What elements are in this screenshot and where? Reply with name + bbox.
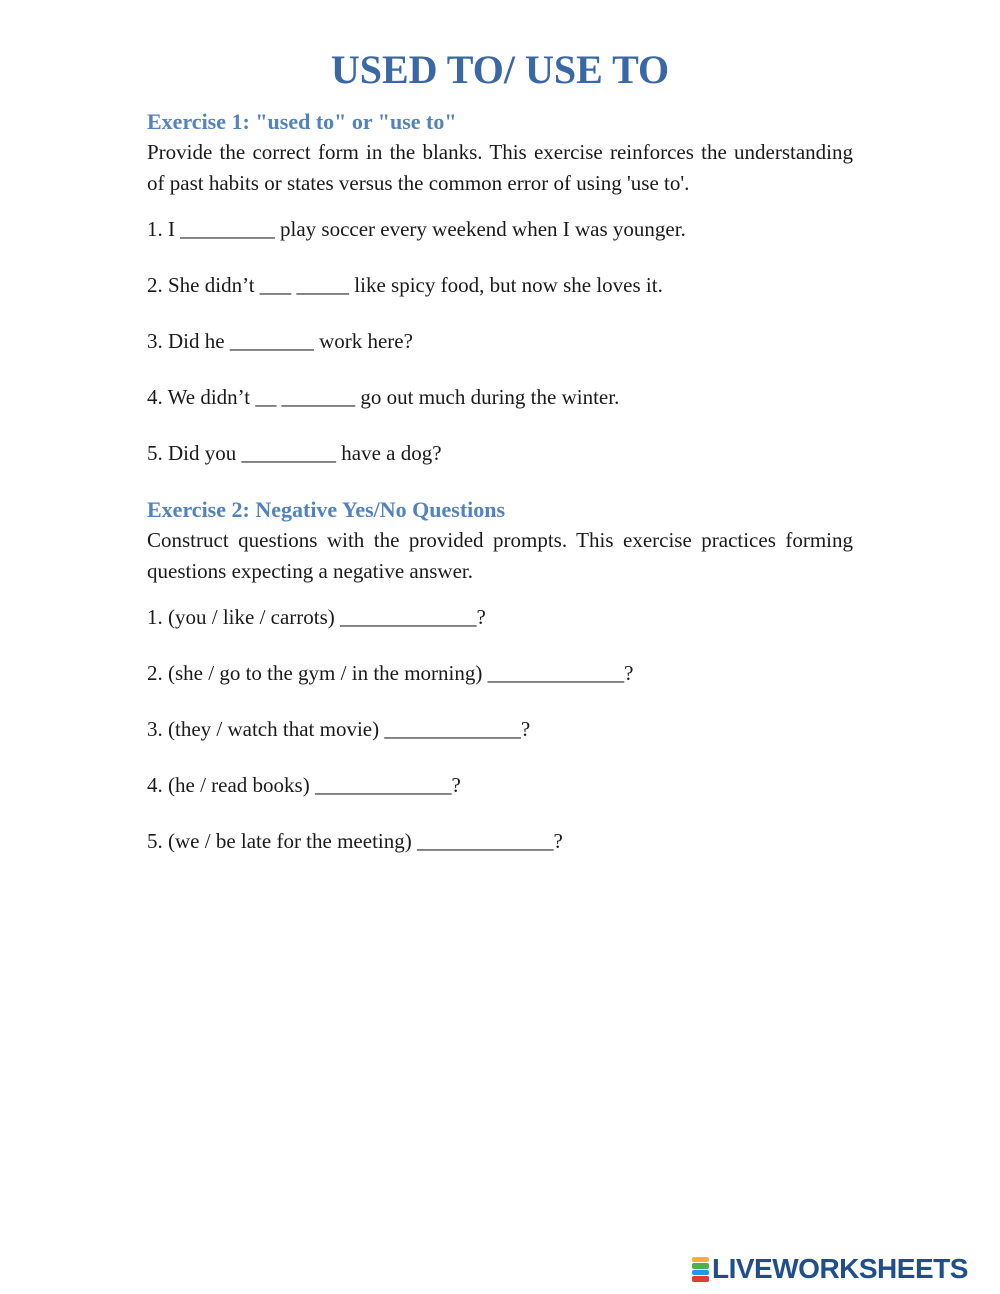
exercise-2-item-2[interactable]: 2. (she / go to the gym / in the morning) _____________? [147,661,634,685]
exercise-2-item-4[interactable]: 4. (he / read books) _____________? [147,773,461,797]
exercise-2-item-1[interactable]: 1. (you / like / carrots) _____________? [147,605,486,629]
exercise-1-item-5[interactable]: 5. Did you _________ have a dog? [147,441,442,465]
exercise-2-heading: Exercise 2: Negative Yes/No Questions [147,497,506,522]
brand-name: LIVEWORKSHEETS [712,1253,968,1284]
liveworksheets-logo [692,1254,968,1284]
logo-block-v [692,1270,709,1276]
logo-block-i [692,1263,709,1269]
exercise-1-item-1[interactable]: 1. I _________ play soccer every weekend when I was younger. [147,217,686,241]
exercise-1-item-2[interactable]: 2. She didn’t ___ _____ like spicy food, but now she loves it. [147,273,663,297]
logo-block-e [692,1276,709,1282]
exercise-2-description: Construct questions with the provided prompts. This exercise practices forming questions expecting a negative answer. [147,528,853,583]
exercise-2-item-3[interactable]: 3. (they / watch that movie) _____________? [147,717,531,741]
exercise-1-description: Provide the correct form in the blanks. This exercise reinforces the understanding of past habits or states versus the common error of using 'use to'. [147,140,853,195]
exercise-2-item-5[interactable]: 5. (we / be late for the meeting) _____________? [147,829,563,853]
exercise-1 [147,107,853,467]
liveworksheets-icon [692,1257,709,1282]
exercise-1-item-3[interactable]: 3. Did he ________ work here? [147,329,413,353]
exercise-1-item-4[interactable]: 4. We didn’t __ _______ go out much during the winter. [147,385,620,409]
exercise-2 [147,495,853,855]
worksheet-content [147,107,853,883]
logo-block-l [692,1257,709,1263]
exercise-2-items [147,603,853,855]
exercise-1-items [147,215,853,467]
exercise-1-heading: Exercise 1: "used to" or "use to" [147,109,457,134]
page-title: USED TO/ USE TO [330,47,670,92]
